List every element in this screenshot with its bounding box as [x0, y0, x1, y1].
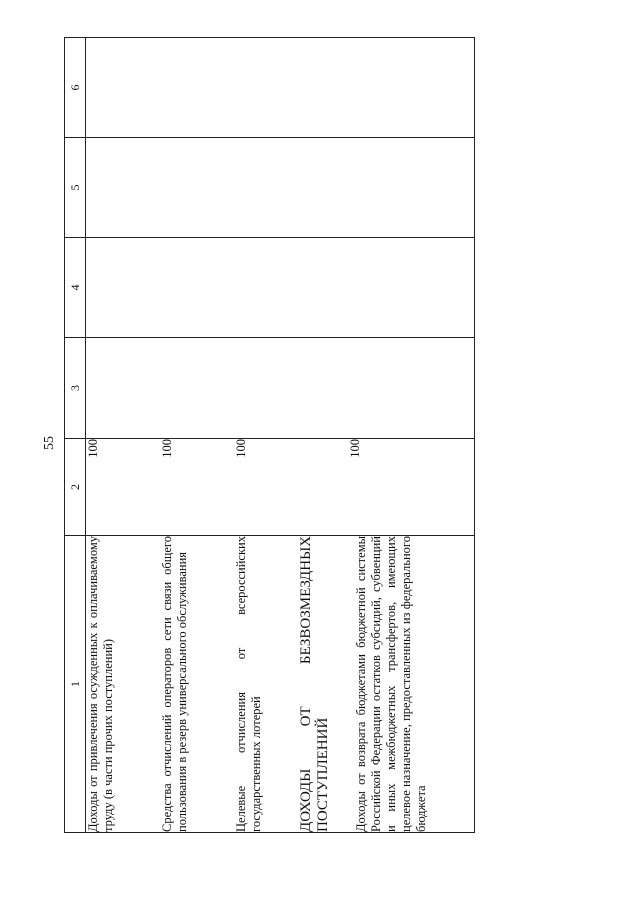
empty-cell [86, 338, 161, 439]
empty-cell [294, 38, 348, 138]
empty-cell [160, 338, 234, 439]
empty-cell [160, 238, 234, 338]
table-row [348, 38, 475, 833]
empty-cell [348, 238, 475, 338]
column-header: 5 [65, 138, 86, 238]
table-row [86, 38, 161, 833]
empty-cell [348, 38, 475, 138]
row-description: Доходы от привлечения осужденных к оплачиваемому труду (в части прочих поступлений) [86, 536, 161, 833]
empty-cell [348, 138, 475, 238]
table-header-row [65, 38, 86, 833]
row-value: 100 [86, 439, 161, 536]
row-description: Средства отчислений операторов сети связи общего пользования в резерв универсального обслуживания [160, 536, 234, 833]
empty-cell [294, 138, 348, 238]
rotated-table-container [64, 38, 624, 833]
empty-cell [294, 238, 348, 338]
empty-cell [160, 138, 234, 238]
empty-cell [234, 338, 294, 439]
row-description: Доходы от возврата бюджетами бюджетной системы Российской Федерации остатков субсидий, субвенций и иных межбюджетных трансфертов, имеющих целевое назначение, предоставленных из федерального бюджета [348, 536, 475, 833]
row-value: 100 [160, 439, 234, 536]
empty-cell [86, 238, 161, 338]
empty-cell [348, 338, 475, 439]
row-value [294, 439, 348, 536]
empty-cell [234, 38, 294, 138]
column-header: 1 [65, 536, 86, 833]
section-heading: ДОХОДЫ ОТ БЕЗВОЗМЕЗДНЫХ ПОСТУПЛЕНИЙ [294, 536, 348, 833]
row-description: Целевые отчисления от всероссийских государственных лотерей [234, 536, 294, 833]
column-header: 3 [65, 338, 86, 439]
empty-cell [86, 138, 161, 238]
empty-cell [86, 38, 161, 138]
column-header: 4 [65, 238, 86, 338]
row-value: 100 [234, 439, 294, 536]
row-value: 100 [348, 439, 475, 536]
empty-cell [160, 38, 234, 138]
empty-cell [234, 138, 294, 238]
table-row [294, 38, 348, 833]
empty-cell [294, 338, 348, 439]
column-header: 2 [65, 439, 86, 536]
page-number: 55 [42, 436, 57, 450]
empty-cell [234, 238, 294, 338]
budget-table [64, 37, 475, 833]
table-row [160, 38, 234, 833]
table-row [234, 38, 294, 833]
column-header: 6 [65, 38, 86, 138]
